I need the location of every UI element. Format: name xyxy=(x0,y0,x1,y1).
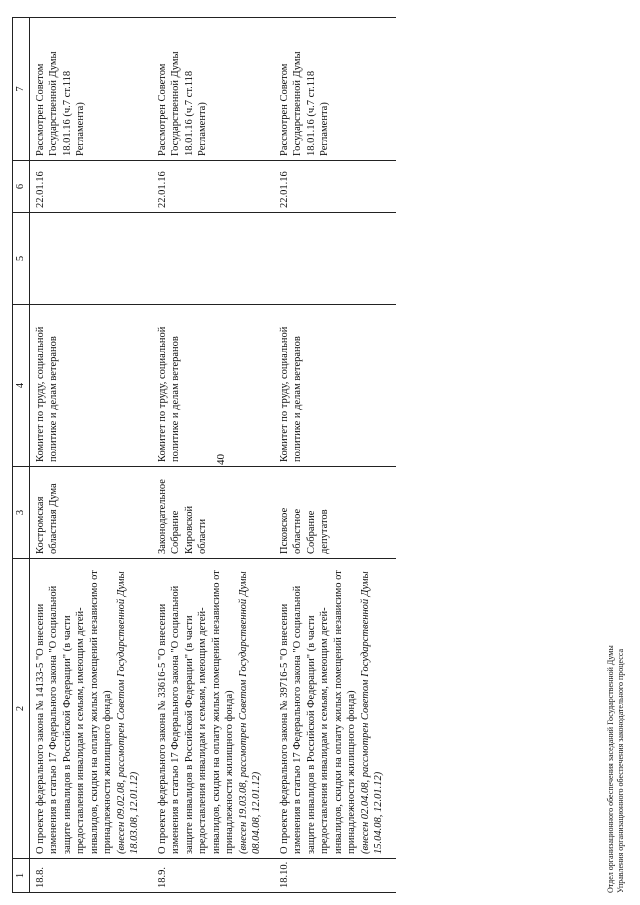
bills-table xyxy=(12,17,396,893)
column-5-cell xyxy=(29,213,152,305)
footer-line: Отдел организационного обеспечения заседаний Государственной Думы xyxy=(606,645,615,893)
status: Рассмотрен Советом Государственной Думы 18.01.16 (ч.7 ст.118 Регламента) xyxy=(29,18,152,161)
committee: Комитет по труду, социальной политике и делам ветеранов xyxy=(274,305,396,467)
committee: Комитет по труду, социальной политике и делам ветеранов xyxy=(152,305,274,467)
decision-date: 22.01.16 xyxy=(29,161,152,213)
status: Рассмотрен Советом Государственной Думы 18.01.16 (ч.7 ст.118 Регламента) xyxy=(274,18,396,161)
column-header: 2 xyxy=(13,559,30,859)
table-row xyxy=(29,18,152,893)
column-5-cell xyxy=(274,213,396,305)
table-row xyxy=(152,18,274,893)
column-header: 6 xyxy=(13,161,30,213)
table-header-row xyxy=(13,18,30,893)
committee: Комитет по труду, социальной политике и делам ветеранов xyxy=(29,305,152,467)
row-number: 18.8. xyxy=(29,859,152,893)
initiator: Костромская областная Дума xyxy=(29,467,152,559)
table-row xyxy=(274,18,396,893)
column-header: 4 xyxy=(13,305,30,467)
bill-title: О проекте федерального закона № 14133-5 "О внесении изменения в статью 17 Федерального закона "О социальной защите инвалидов в Российской Федерации" (в части предоставления инвалидам и семьям, имеющим детей-инвалидов, скидки на оплату жилых помещений независимо от принадлежности жилищного фонда) xyxy=(34,570,113,854)
row-number: 18.10. xyxy=(274,859,396,893)
decision-date: 22.01.16 xyxy=(152,161,274,213)
page-number: 40 xyxy=(215,454,227,465)
bill-registration: (внесен 19.03.08, рассмотрен Советом Государственной Думы 08.04.08, 12.01.12) xyxy=(237,571,262,854)
bill-title: О проекте федерального закона № 33616-5 "О внесении изменения в статью 17 Федерального закона "О социальной защите инвалидов в Российской Федерации" (в части предоставления инвалидам и семьям, имеющим детей-инвалидов, скидки на оплату жилых помещений независимо от принадлежности жилищного фонда) xyxy=(156,570,235,854)
decision-date: 22.01.16 xyxy=(274,161,396,213)
bill-registration: (внесен 02.04.08, рассмотрен Советом Государственной Думы 15.04.08, 12.01.12) xyxy=(359,571,384,854)
status: Рассмотрен Советом Государственной Думы 18.01.16 (ч.7 ст.118 Регламента) xyxy=(152,18,274,161)
bill-registration: (внесен 09.02.08, рассмотрен Советом Государственной Думы 18.03.08, 12.01.12) xyxy=(115,571,140,854)
initiator: Псковское областное Собрание депутатов xyxy=(274,467,396,559)
footer-line: Управления организационного обеспечения законодательного процесса xyxy=(616,648,625,893)
footer xyxy=(606,645,626,893)
column-5-cell xyxy=(152,213,274,305)
row-number: 18.9. xyxy=(152,859,274,893)
bill-title: О проекте федерального закона № 39716-5 "О внесении изменения в статью 17 Федерального закона "О социальной защите инвалидов в Российской Федерации" (в части предоставления инвалидам и семьям, имеющим детей-инвалидов, скидки на оплату жилых помещений независимо от принадлежности жилищного фонда) xyxy=(278,570,357,854)
column-header: 7 xyxy=(13,18,30,161)
bill-description xyxy=(274,559,396,859)
bill-description xyxy=(152,559,274,859)
column-header: 3 xyxy=(13,467,30,559)
initiator: Законодательное Собрание Кировской области xyxy=(152,467,274,559)
bill-description xyxy=(29,559,152,859)
column-header: 5 xyxy=(13,213,30,305)
column-header: 1 xyxy=(13,859,30,893)
